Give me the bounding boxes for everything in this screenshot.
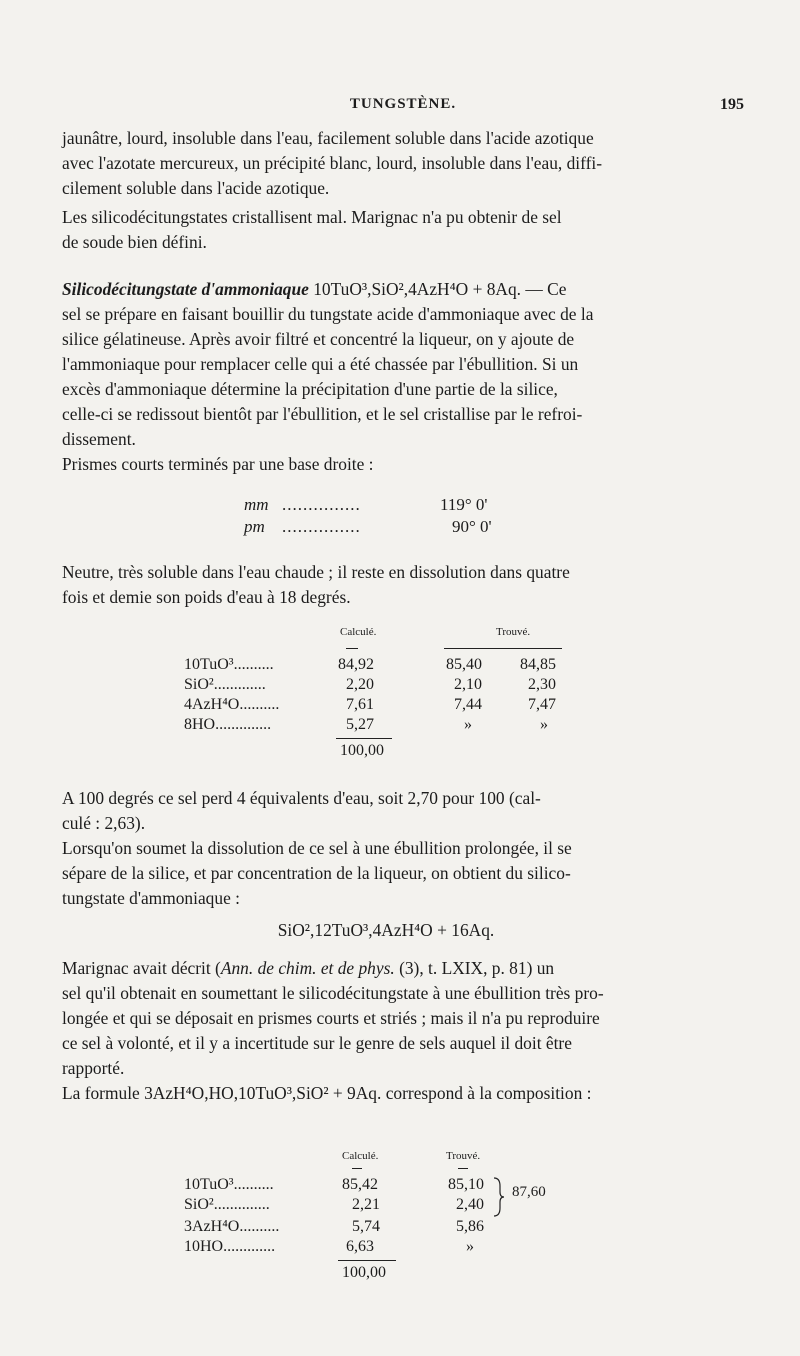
found-value: 2,30: [528, 676, 556, 693]
formula: SiO²,12TuO³,4AzH⁴O + 16Aq.: [277, 920, 495, 940]
angle-label: mm: [244, 495, 269, 514]
header-rule: [346, 648, 358, 649]
text-line: culé : 2,63).: [62, 813, 146, 833]
found-value: 2,40: [456, 1196, 484, 1213]
compound: 3AzH⁴O..........: [184, 1218, 280, 1235]
compound: SiO².............: [184, 676, 266, 693]
text-line: l'ammoniaque pour remplacer celle qui a été chassée par l'ébullition. Si un: [62, 354, 579, 374]
text-line: tungstate d'ammoniaque :: [62, 888, 240, 908]
angle-label: pm: [244, 517, 265, 536]
subtotal-value: 87,60: [512, 1184, 546, 1200]
text-line: Lorsqu'on soumet la dissolution de ce sel à une ébullition prolongée, il se: [62, 838, 572, 858]
calc-value: 84,92: [338, 656, 374, 673]
text-line: sel qu'il obtenait en soumettant le silicodécitungstate à une ébullition très pro-: [62, 983, 604, 1003]
journal-reference: Ann. de chim. et de phys.: [220, 958, 395, 978]
compound: SiO²..............: [184, 1196, 270, 1213]
text-segment: Marignac avait décrit (: [62, 958, 221, 978]
text-line: rapporté.: [62, 1058, 125, 1078]
angle-value: 119° 0': [440, 495, 488, 514]
calc-value: 2,20: [346, 676, 374, 693]
found-value: 84,85: [520, 656, 556, 673]
text-line: avec l'azotate mercureux, un précipité blanc, lourd, insoluble dans l'eau, diffi-: [62, 153, 603, 173]
text-line: cilement soluble dans l'acide azotique.: [62, 178, 330, 198]
angle-list: [0, 495, 800, 545]
page-number: 195: [720, 96, 744, 113]
calc-value: 5,27: [346, 716, 374, 733]
calc-value: 85,42: [342, 1176, 378, 1193]
total-value: 100,00: [342, 1264, 386, 1281]
text-segment: (3), t. LXIX, p. 81) un: [394, 958, 555, 978]
header-rule: [444, 648, 562, 649]
paragraph-3: [62, 277, 710, 452]
text-line: excès d'ammoniaque détermine la précipitation d'une partie de la silice,: [62, 379, 558, 399]
sum-rule: [336, 738, 392, 739]
found-value: »: [464, 716, 472, 733]
text-line: sépare de la silice, et par concentration de la liqueur, on obtient du silico-: [62, 863, 571, 883]
column-header-calculated: Calculé.: [342, 1150, 379, 1162]
column-header-calculated: Calculé.: [340, 626, 377, 638]
curly-brace-icon: [492, 1176, 506, 1218]
compound: 8HO..............: [184, 716, 272, 733]
running-title: TUNGSTÈNE.: [349, 96, 457, 112]
paragraph-7: [62, 956, 710, 1106]
paragraph-2: [62, 205, 710, 255]
paragraph-1: [62, 126, 710, 201]
running-header: [62, 96, 744, 120]
angle-value: 90° 0': [452, 517, 492, 536]
found-value: 7,47: [528, 696, 556, 713]
compound: 10TuO³..........: [184, 656, 274, 673]
found-value: 85,10: [448, 1176, 484, 1193]
text-line: fois et demie son poids d'eau à 18 degrés.: [62, 587, 351, 607]
found-value: »: [540, 716, 548, 733]
header-rule: [458, 1168, 468, 1169]
text-line: de soude bien défini.: [62, 232, 207, 252]
column-header-found: Trouvé.: [496, 626, 531, 638]
column-header-found: Trouvé.: [446, 1150, 481, 1162]
paragraph-6: [62, 786, 710, 911]
text-line: Prismes courts terminés par une base droite :: [62, 454, 374, 474]
found-value: »: [466, 1238, 474, 1255]
leader-dots: ...............: [282, 517, 361, 536]
text-line: A 100 degrés ce sel perd 4 équivalents d'eau, soit 2,70 pour 100 (cal-: [62, 788, 541, 808]
formula-inline: 10TuO³,SiO²,4AzH⁴O + 8Aq. — Ce: [313, 279, 567, 299]
leader-dots: ...............: [282, 495, 361, 514]
text-line: jaunâtre, lourd, insoluble dans l'eau, facilement soluble dans l'acide azotique: [62, 128, 594, 148]
calc-value: 5,74: [352, 1218, 380, 1235]
text-line: silice gélatineuse. Après avoir filtré et concentré la liqueur, on y ajoute de: [62, 329, 575, 349]
text-line: ce sel à volonté, et il y a incertitude sur le genre de sels auquel il doit être: [62, 1033, 572, 1053]
found-value: 7,44: [454, 696, 482, 713]
total-value: 100,00: [340, 742, 384, 759]
text-line: Les silicodécitungstates cristallisent mal. Marignac n'a pu obtenir de sel: [62, 207, 562, 227]
calc-value: 2,21: [352, 1196, 380, 1213]
text-line: celle-ci se redissout bientôt par l'ébullition, et le sel cristallise par le refroi-: [62, 404, 583, 424]
paragraph-5: [62, 560, 710, 610]
formula-centered: [62, 918, 710, 943]
compound: 10HO.............: [184, 1238, 276, 1255]
found-value: 2,10: [454, 676, 482, 693]
text-line: sel se prépare en faisant bouillir du tungstate acide d'ammoniaque avec de la: [62, 304, 594, 324]
found-value: 85,40: [446, 656, 482, 673]
paragraph-4: [62, 452, 710, 477]
compound: 10TuO³..........: [184, 1176, 274, 1193]
composition-table-2: [0, 1144, 800, 1281]
section-title: Silicodécitungstate d'ammoniaque: [62, 279, 309, 299]
calc-value: 7,61: [346, 696, 374, 713]
text-line: La formule 3AzH⁴O,HO,10TuO³,SiO² + 9Aq. correspond à la composition :: [62, 1083, 592, 1103]
calc-value: 6,63: [346, 1238, 374, 1255]
found-value: 5,86: [456, 1218, 484, 1235]
text-line: Neutre, très soluble dans l'eau chaude ; il reste en dissolution dans quatre: [62, 562, 570, 582]
compound: 4AzH⁴O..........: [184, 696, 280, 713]
text-line: longée et qui se déposait en prismes courts et striés ; mais il n'a pu reproduire: [62, 1008, 600, 1028]
sum-rule: [338, 1260, 396, 1261]
composition-table-1: [0, 620, 800, 770]
text-line: dissement.: [62, 429, 136, 449]
header-rule: [352, 1168, 362, 1169]
